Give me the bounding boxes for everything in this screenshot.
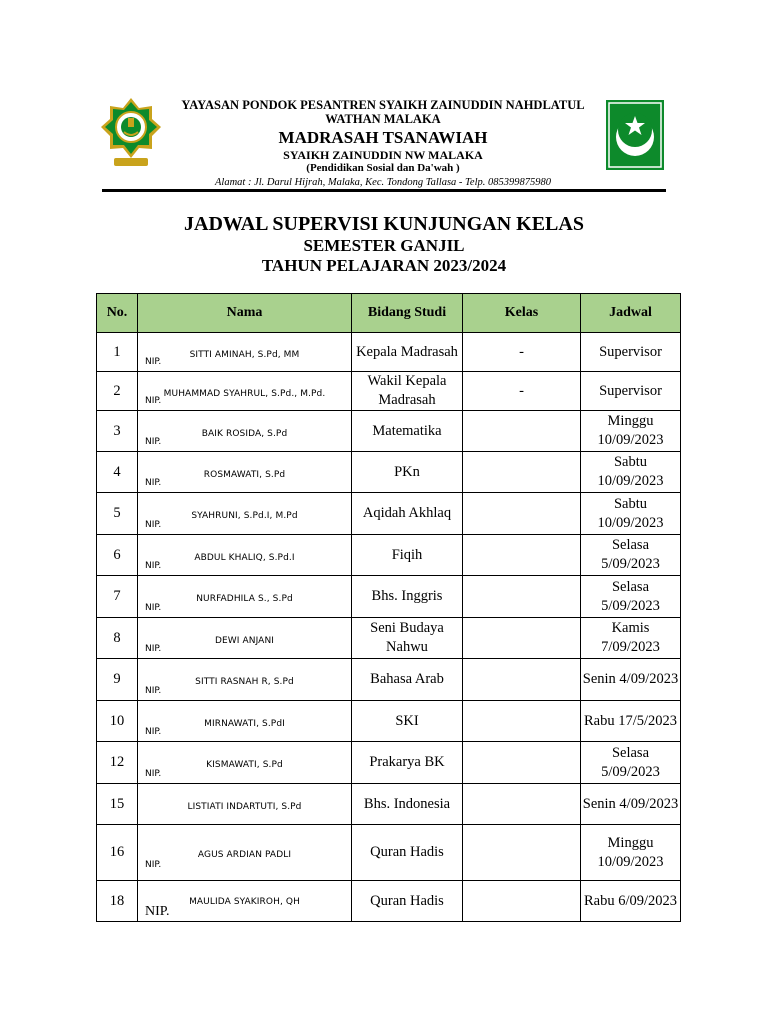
row-nama [138, 701, 352, 742]
row-kelas [463, 493, 581, 535]
table-row [97, 452, 681, 493]
row-bidang-studi: Aqidah Akhlaq [352, 493, 463, 535]
row-jadwal: Selasa 5/09/2023 [581, 535, 681, 576]
teacher-name: KISMAWATI, S.Pd [206, 760, 283, 770]
row-nama [138, 493, 352, 535]
letterhead-divider [102, 189, 666, 192]
teacher-nip: NIP. [145, 437, 162, 447]
row-jadwal: Minggu 10/09/2023 [581, 411, 681, 452]
row-nama [138, 825, 352, 881]
teacher-name: ROSMAWATI, S.Pd [203, 469, 286, 480]
row-jadwal: Sabtu 10/09/2023 [581, 452, 681, 493]
teacher-name: BAIK ROSIDA, S.Pd [201, 428, 288, 439]
teacher-nip: NIP. [145, 561, 162, 571]
row-kelas [463, 576, 581, 618]
row-jadwal: Rabu 17/5/2023 [581, 701, 681, 742]
row-kelas [463, 742, 581, 784]
row-no: 15 [97, 784, 138, 825]
school-address: Alamat : Jl. Darul Hijrah, Malaka, Kec. Tondong Tallasa - Telp. 085399875980 [214, 177, 551, 188]
title-line-3: TAHUN PELAJARAN 2023/2024 [261, 256, 507, 275]
supervision-schedule-table [96, 293, 681, 922]
table-row [97, 372, 681, 411]
row-bidang-studi: Wakil Kepala Madrasah [352, 372, 463, 411]
title-line-2: SEMESTER GANJIL [303, 236, 465, 255]
row-no: 6 [97, 535, 138, 576]
row-kelas [463, 618, 581, 659]
row-no: 2 [97, 372, 138, 411]
school-tagline: (Pendidikan Sosial dan Da'wah ) [306, 162, 460, 174]
teacher-nip: NIP. [145, 769, 162, 779]
table-row [97, 411, 681, 452]
school-subname: SYAIKH ZAINUDDIN NW MALAKA [283, 148, 483, 162]
row-no: 5 [97, 493, 138, 535]
header-bidang-studi: Bidang Studi [352, 294, 463, 333]
row-nama [138, 452, 352, 493]
nw-crescent-logo [606, 100, 664, 170]
row-kelas [463, 784, 581, 825]
row-bidang-studi: Bahasa Arab [352, 659, 463, 701]
table-row [97, 784, 681, 825]
row-nama [138, 881, 352, 922]
table-row [97, 825, 681, 881]
header-no: No. [97, 294, 138, 333]
teacher-name: AGUS ARDIAN PADLI [197, 850, 292, 860]
row-bidang-studi: Quran Hadis [352, 881, 463, 922]
row-nama [138, 535, 352, 576]
table-row [97, 535, 681, 576]
header-jadwal: Jadwal [581, 294, 681, 333]
teacher-nip: NIP. [145, 603, 162, 613]
row-kelas [463, 659, 581, 701]
teacher-nip: NIP. [145, 520, 162, 530]
row-nama [138, 659, 352, 701]
row-jadwal: Selasa 5/09/2023 [581, 742, 681, 784]
row-kelas: - [463, 333, 581, 372]
table-row [97, 742, 681, 784]
row-no: 7 [97, 576, 138, 618]
row-jadwal: Supervisor [581, 333, 681, 372]
row-no: 12 [97, 742, 138, 784]
row-bidang-studi: Bhs. Indonesia [352, 784, 463, 825]
row-bidang-studi: Prakarya BK [352, 742, 463, 784]
teacher-nip: NIP. [145, 727, 162, 737]
teacher-name: MIRNAWATI, S.PdI [204, 718, 285, 729]
row-jadwal: Kamis 7/09/2023 [581, 618, 681, 659]
row-bidang-studi: Seni Budaya Nahwu [352, 618, 463, 659]
row-no: 3 [97, 411, 138, 452]
document-title [0, 212, 768, 276]
row-no: 1 [97, 333, 138, 372]
row-nama [138, 742, 352, 784]
row-no: 16 [97, 825, 138, 881]
row-nama [138, 411, 352, 452]
teacher-nip: NIP. [145, 686, 162, 696]
row-kelas [463, 411, 581, 452]
row-no: 4 [97, 452, 138, 493]
teacher-nip: NIP. [145, 357, 162, 367]
row-bidang-studi: Bhs. Inggris [352, 576, 463, 618]
row-jadwal: Senin 4/09/2023 [581, 659, 681, 701]
teacher-name: ABDUL KHALIQ, S.Pd.I [194, 552, 295, 563]
row-kelas [463, 452, 581, 493]
school-emblem-logo [100, 96, 162, 172]
row-no: 8 [97, 618, 138, 659]
letterhead-text [170, 98, 596, 175]
row-jadwal: Sabtu 10/09/2023 [581, 493, 681, 535]
teacher-nip: NIP. [145, 644, 162, 654]
table-row [97, 701, 681, 742]
table-row [97, 618, 681, 659]
row-nama [138, 372, 352, 411]
row-jadwal: Minggu 10/09/2023 [581, 825, 681, 881]
teacher-name: NURFADHILA S., S.Pd [196, 594, 293, 604]
teacher-name: MUHAMMAD SYAHRUL, S.Pd., M.Pd. [163, 388, 326, 399]
teacher-name: SYAHRUNI, S.Pd.I, M.Pd [191, 511, 298, 521]
teacher-nip: NIP. [145, 478, 162, 488]
row-jadwal: Supervisor [581, 372, 681, 411]
teacher-name: LISTIATI INDARTUTI, S.Pd [187, 801, 302, 812]
row-kelas [463, 825, 581, 881]
row-kelas [463, 881, 581, 922]
teacher-nip: NIP. [145, 860, 162, 870]
row-kelas [463, 535, 581, 576]
row-bidang-studi: Fiqih [352, 535, 463, 576]
row-kelas [463, 701, 581, 742]
table-row [97, 493, 681, 535]
row-bidang-studi: SKI [352, 701, 463, 742]
table-row [97, 576, 681, 618]
row-no: 10 [97, 701, 138, 742]
header-kelas: Kelas [463, 294, 581, 333]
table-row [97, 333, 681, 372]
school-name: MADRASAH TSANAWIAH [278, 128, 488, 147]
table-row [97, 881, 681, 922]
row-jadwal: Rabu 6/09/2023 [581, 881, 681, 922]
row-bidang-studi: Kepala Madrasah [352, 333, 463, 372]
row-nama [138, 784, 352, 825]
title-line-1: JADWAL SUPERVISI KUNJUNGAN KELAS [184, 213, 584, 235]
row-nama [138, 576, 352, 618]
teacher-name: SITTI AMINAH, S.Pd, MM [189, 349, 300, 360]
row-bidang-studi: Quran Hadis [352, 825, 463, 881]
row-no: 9 [97, 659, 138, 701]
teacher-nip: NIP. [145, 904, 170, 919]
row-jadwal: Senin 4/09/2023 [581, 784, 681, 825]
row-nama [138, 618, 352, 659]
row-kelas: - [463, 372, 581, 411]
table-header-row [97, 294, 681, 333]
foundation-name: YAYASAN PONDOK PESANTREN SYAIKH ZAINUDDIN NAHDLATUL WATHAN MALAKA [181, 98, 585, 126]
header-nama: Nama [138, 294, 352, 333]
teacher-name: DEWI ANJANI [214, 635, 275, 646]
teacher-name: SITTI RASNAH R, S.Pd [195, 677, 294, 687]
table-row [97, 659, 681, 701]
teacher-nip: NIP. [145, 396, 162, 406]
row-bidang-studi: PKn [352, 452, 463, 493]
row-no: 18 [97, 881, 138, 922]
row-bidang-studi: Matematika [352, 411, 463, 452]
letterhead [100, 96, 666, 196]
row-jadwal: Selasa 5/09/2023 [581, 576, 681, 618]
teacher-name: MAULIDA SYAKIROH, QH [189, 897, 300, 907]
row-nama [138, 333, 352, 372]
